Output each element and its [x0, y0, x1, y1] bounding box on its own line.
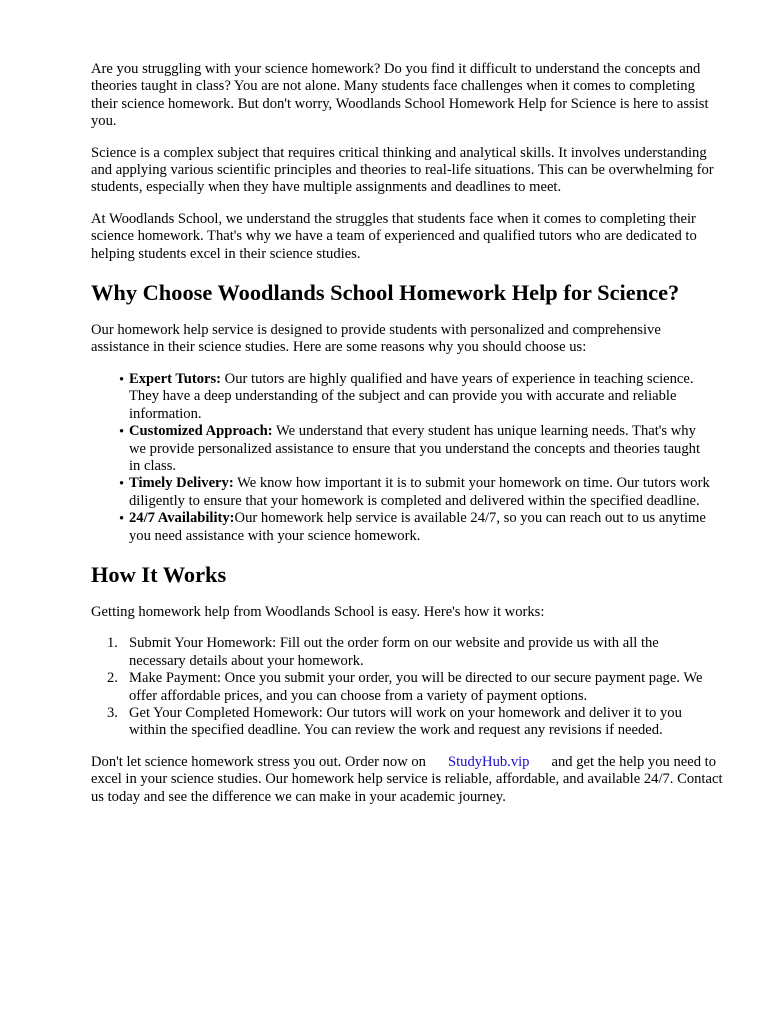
- why-choose-heading: Why Choose Woodlands School Homework Help for Science?: [91, 280, 680, 306]
- closing-text-after: and get the help you need to excel in your science studies. Our homework help service is reliable, affordable, and available 24/7. Contact us today and see the difference we can make in your academic journey.: [91, 753, 723, 805]
- how-it-works-heading: How It Works: [91, 561, 227, 587]
- step-text: Get Your Completed Homework: Our tutors will work on your homework and deliver it to you within the specified deadline. You can review the work and request any revisions if needed.: [129, 704, 682, 739]
- studyhub-link[interactable]: StudyHub.vip: [447, 753, 530, 770]
- step-number: 3.: [107, 704, 118, 721]
- bullet-icon: •: [119, 476, 125, 493]
- closing-text-before: Don't let science homework stress you out. Order now on: [91, 753, 426, 770]
- list-item: [107, 635, 719, 670]
- why-choose-lead: Our homework help service is designed to provide students with personalized and comprehensive assistance in their science studies. Here are some reasons why you should choose us:: [91, 322, 661, 356]
- list-item: [107, 704, 719, 740]
- reason-title: 24/7 Availability:: [129, 510, 235, 527]
- reason-text: Our tutors are highly qualified and have years of experience in teaching science. They have a deep understanding of the subject and can provide you with accurate and reliable information.: [129, 370, 694, 422]
- reason-text: We understand that every student has unique learning needs. That's why we provide personalized assistance to ensure that you understand the concepts and theories taught in class.: [129, 423, 701, 474]
- list-item: [119, 423, 713, 475]
- reasons-list: [91, 371, 728, 545]
- list-item: [107, 670, 719, 705]
- bullet-icon: •: [119, 511, 125, 528]
- steps-list: [91, 635, 728, 739]
- list-item: [119, 370, 713, 423]
- list-item: [119, 510, 713, 545]
- step-number: 1.: [107, 635, 118, 652]
- reason-text: Our homework help service is available 24/7, so you can reach out to us anytime you need assistance with your science homework.: [129, 510, 706, 544]
- bullet-icon: •: [119, 424, 125, 441]
- intro-paragraph-1: Are you struggling with your science homework? Do you find it difficult to understand the concepts and theories taught in class? You are not alone. Many students face challenges when it comes to completing their science homework. But don't worry, Woodlands School Homework Help for Science is here to assist you.: [91, 61, 709, 130]
- closing-paragraph: [91, 754, 731, 806]
- list-item: [119, 475, 713, 510]
- step-number: 2.: [107, 670, 118, 687]
- how-it-works-lead: Getting homework help from Woodlands School is easy. Here's how it works:: [91, 603, 545, 620]
- reason-title: Customized Approach:: [129, 423, 273, 440]
- step-text: Make Payment: Once you submit your order, you will be directed to our secure payment page. We offer affordable prices, and you can choose from a variety of payment options.: [129, 670, 703, 704]
- reason-title: Expert Tutors:: [129, 370, 222, 387]
- bullet-icon: •: [119, 371, 125, 388]
- reason-text: We know how important it is to submit your homework on time. Our tutors work diligently to ensure that your homework is completed and delivered within the specified deadline.: [129, 475, 710, 509]
- intro-paragraph-3: At Woodlands School, we understand the struggles that students face when it comes to completing their science homework. That's why we have a team of experienced and qualified tutors who are dedicated to helping students excel in their science studies.: [91, 210, 697, 262]
- step-text: Submit Your Homework: Fill out the order form on our website and provide us with all the necessary details about your homework.: [129, 635, 659, 669]
- intro-paragraph-2: Science is a complex subject that requires critical thinking and analytical skills. It involves understanding and applying various scientific principles and theories to real-life situations. This can be overwhelming for students, especially when they have multiple assignments and deadlines to meet.: [91, 144, 714, 196]
- reason-title: Timely Delivery:: [129, 475, 234, 492]
